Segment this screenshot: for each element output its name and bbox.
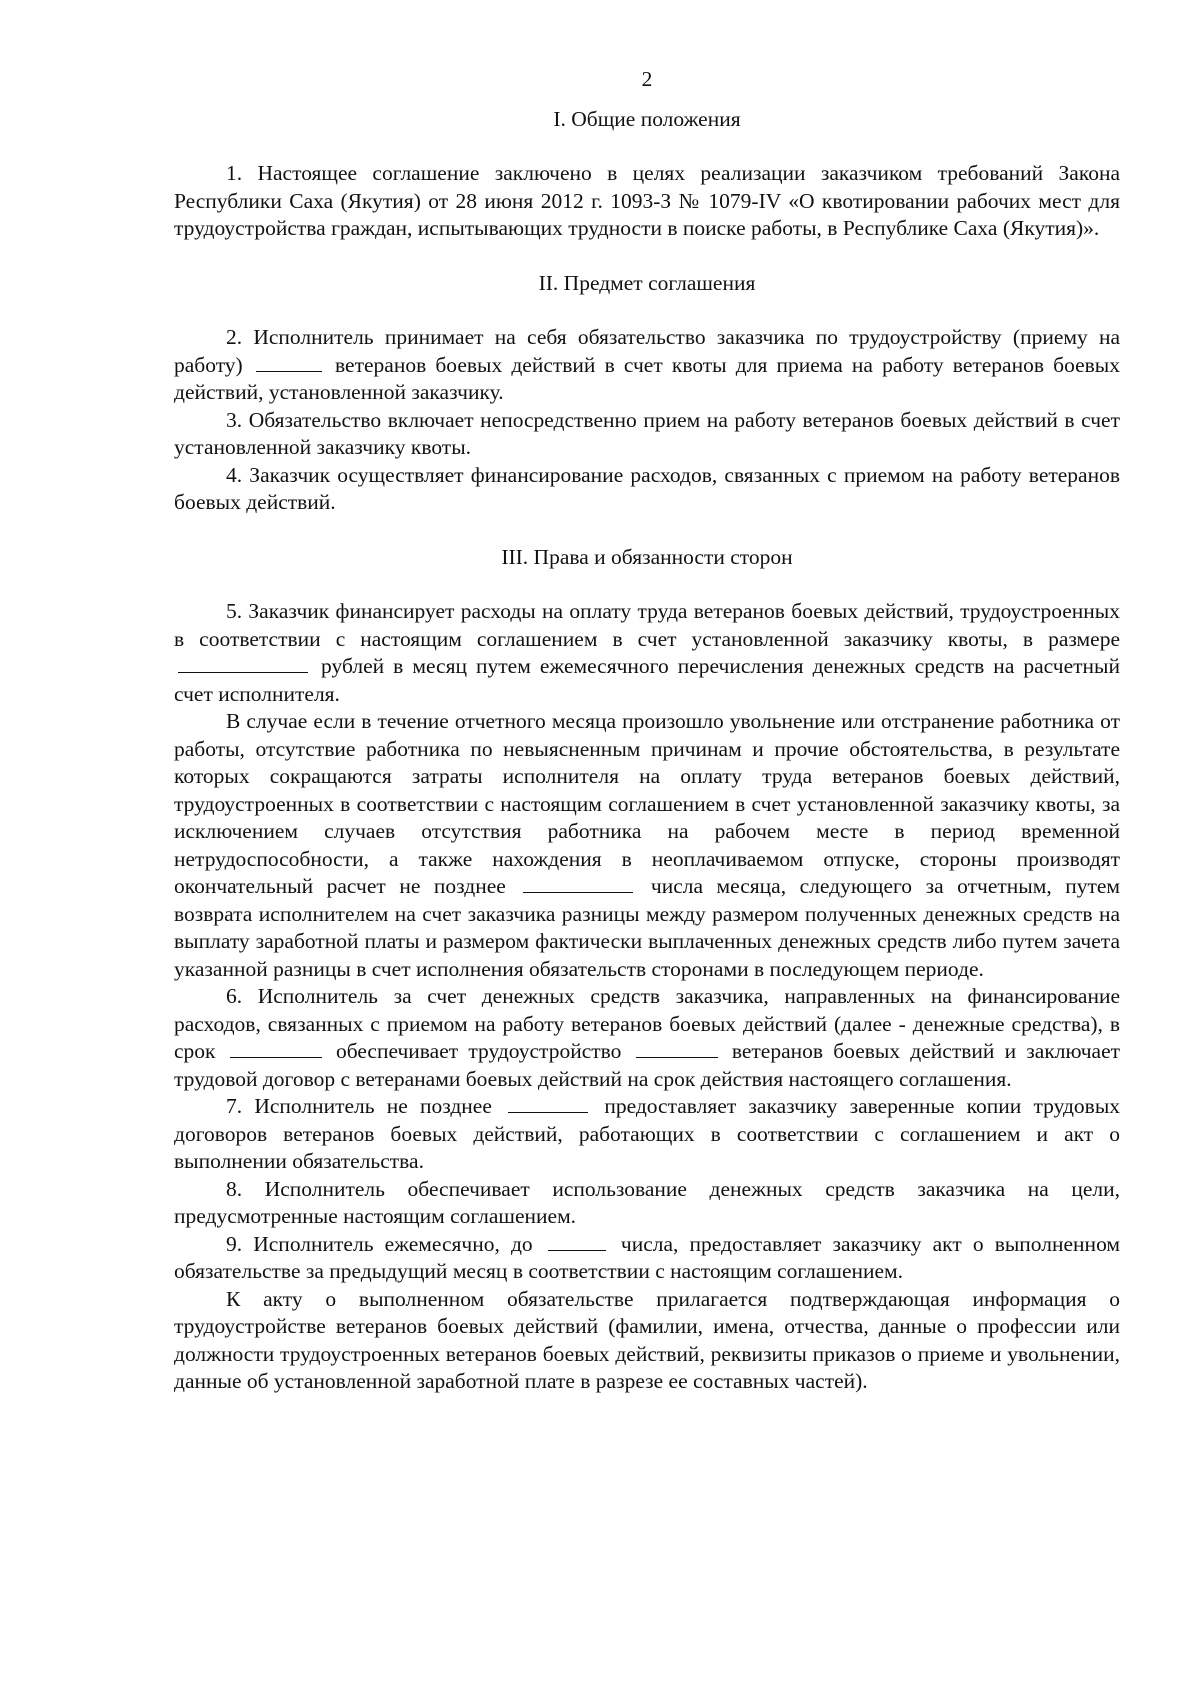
paragraph-attachment: К акту о выполненном обязательстве прилагается подтверждающая информация о трудоустройстве ветеранов боевых действий (фамилии, имена, отчества, данные о профессии или должности трудоустроенных ветеранов боевых действий, реквизиты приказов о приеме и увольнении, данные об установленной заработной плате в разрезе ее составных частей). (174, 1286, 1120, 1393)
paragraph-2 (174, 324, 1120, 407)
paragraph-3: 3. Обязательство включает непосредственно прием на работу ветеранов боевых действий в счет установленной заказчику квоты. (174, 407, 1120, 459)
section-title-general: I. Общие положения (553, 106, 741, 131)
paragraph-9-text-before: 9. Исполнитель ежемесячно, до (226, 1231, 533, 1256)
paragraph-5 (174, 598, 1120, 708)
section-title-rights: III. Права и обязанности сторон (501, 544, 793, 569)
paragraph-5-text-after: рублей в месяц путем ежемесячного перечисления денежных средств на расчетный счет исполнителя. (174, 654, 1121, 706)
paragraph-1: 1. Настоящее соглашение заключено в целях реализации заказчиком требований Закона Республики Саха (Якутия) от 28 июня 2012 г. 1093-З № 1079-IV «О квотировании рабочих мест для трудоустройства граждан, испытывающих трудности в поиске работы, в Республике Саха (Якутия)». (174, 161, 1120, 240)
paragraph-5-text-before: 5. Заказчик финансирует расходы на оплату труда ветеранов боевых действий, трудоустроенных в соответствии с настоящим соглашением в счет установленной заказчику квоты, в размере (174, 599, 1120, 651)
paragraph-7-text-after: предоставляет заказчику заверенные копии трудовых договоров ветеранов боевых действий, работающих в соответствии с соглашением и акт о выполнении обязательства. (174, 1094, 1121, 1173)
paragraph-7 (174, 1093, 1120, 1176)
fill-blank-veterans-count (256, 353, 322, 372)
paragraph-4: 4. Заказчик осуществляет финансирование расходов, связанных с приемом на работу ветеранов боевых действий. (174, 462, 1120, 514)
fill-blank-settlement-day (523, 874, 633, 893)
paragraph-2-text-before: 2. Исполнитель принимает на себя обязательство заказчика по трудоустройству (приему на работу) (174, 325, 1120, 377)
paragraph-6 (174, 983, 1120, 1093)
paragraph-8: 8. Исполнитель обеспечивает использование денежных средств заказчика на цели, предусмотренные настоящим соглашением. (174, 1176, 1120, 1228)
paragraph-7-text-before: 7. Исполнитель не позднее (226, 1094, 492, 1118)
paragraph-9 (174, 1231, 1120, 1286)
fill-blank-copies-deadline (508, 1094, 588, 1113)
paragraph-5-continued-text-before: В случае если в течение отчетного месяца произошло увольнение или отстранение работника от работы, отсутствие работника по невыясненным причинам и прочие обстоятельства, в результате которых сокращаются затраты исполнителя на оплату труда ветеранов боевых действий, трудоустроенных в соответствии с настоящим соглашением в счет установленной заказчику квоты, за исключением случаев отсутствия работника на рабочем месте в период временной нетрудоспособности, а также нахождения в неоплачиваемом отпуске, стороны производят окончательный расчет не позднее (174, 709, 1120, 898)
paragraph-5-continued-text-after: числа месяца, следующего за отчетным, путем возврата исполнителем на счет заказчика разницы между размером полученных денежных средств на выплату заработной платы и размером фактически выплаченных денежных средств либо путем зачета указанной разницы в счет исполнения обязательств сторонами в последующем периоде. (174, 874, 1121, 981)
paragraph-6-text-middle: обеспечивает трудоустройство (335, 1039, 622, 1063)
document-page (174, 66, 1120, 1396)
paragraph-6-text-after: ветеранов боевых действий и заключает трудовой договор с ветеранами боевых действий на срок действия настоящего соглашения. (174, 1039, 1121, 1091)
fill-blank-report-day (548, 1232, 606, 1251)
fill-blank-term (230, 1039, 322, 1058)
paragraph-5-continued (174, 708, 1120, 983)
paragraph-6-text-before: 6. Исполнитель за счет денежных средств заказчика, направленных на финансирование расходов, связанных с приемом на работу ветеранов боевых действий (далее - денежные средства), в срок (174, 984, 1120, 1063)
fill-blank-employment-count (636, 1039, 718, 1058)
section-title-subject: II. Предмет соглашения (538, 270, 756, 295)
paragraph-2-text-after: ветеранов боевых действий в счет квоты для приема на работу ветеранов боевых действий, установленной заказчику. (174, 352, 1120, 404)
paragraph-9-text-after: числа, предоставляет заказчику акт о выполненном обязательстве за предыдущий месяц в соответствии с настоящим соглашением. (174, 1231, 1121, 1283)
page-number: 2 (641, 67, 653, 91)
fill-blank-amount (178, 654, 308, 673)
